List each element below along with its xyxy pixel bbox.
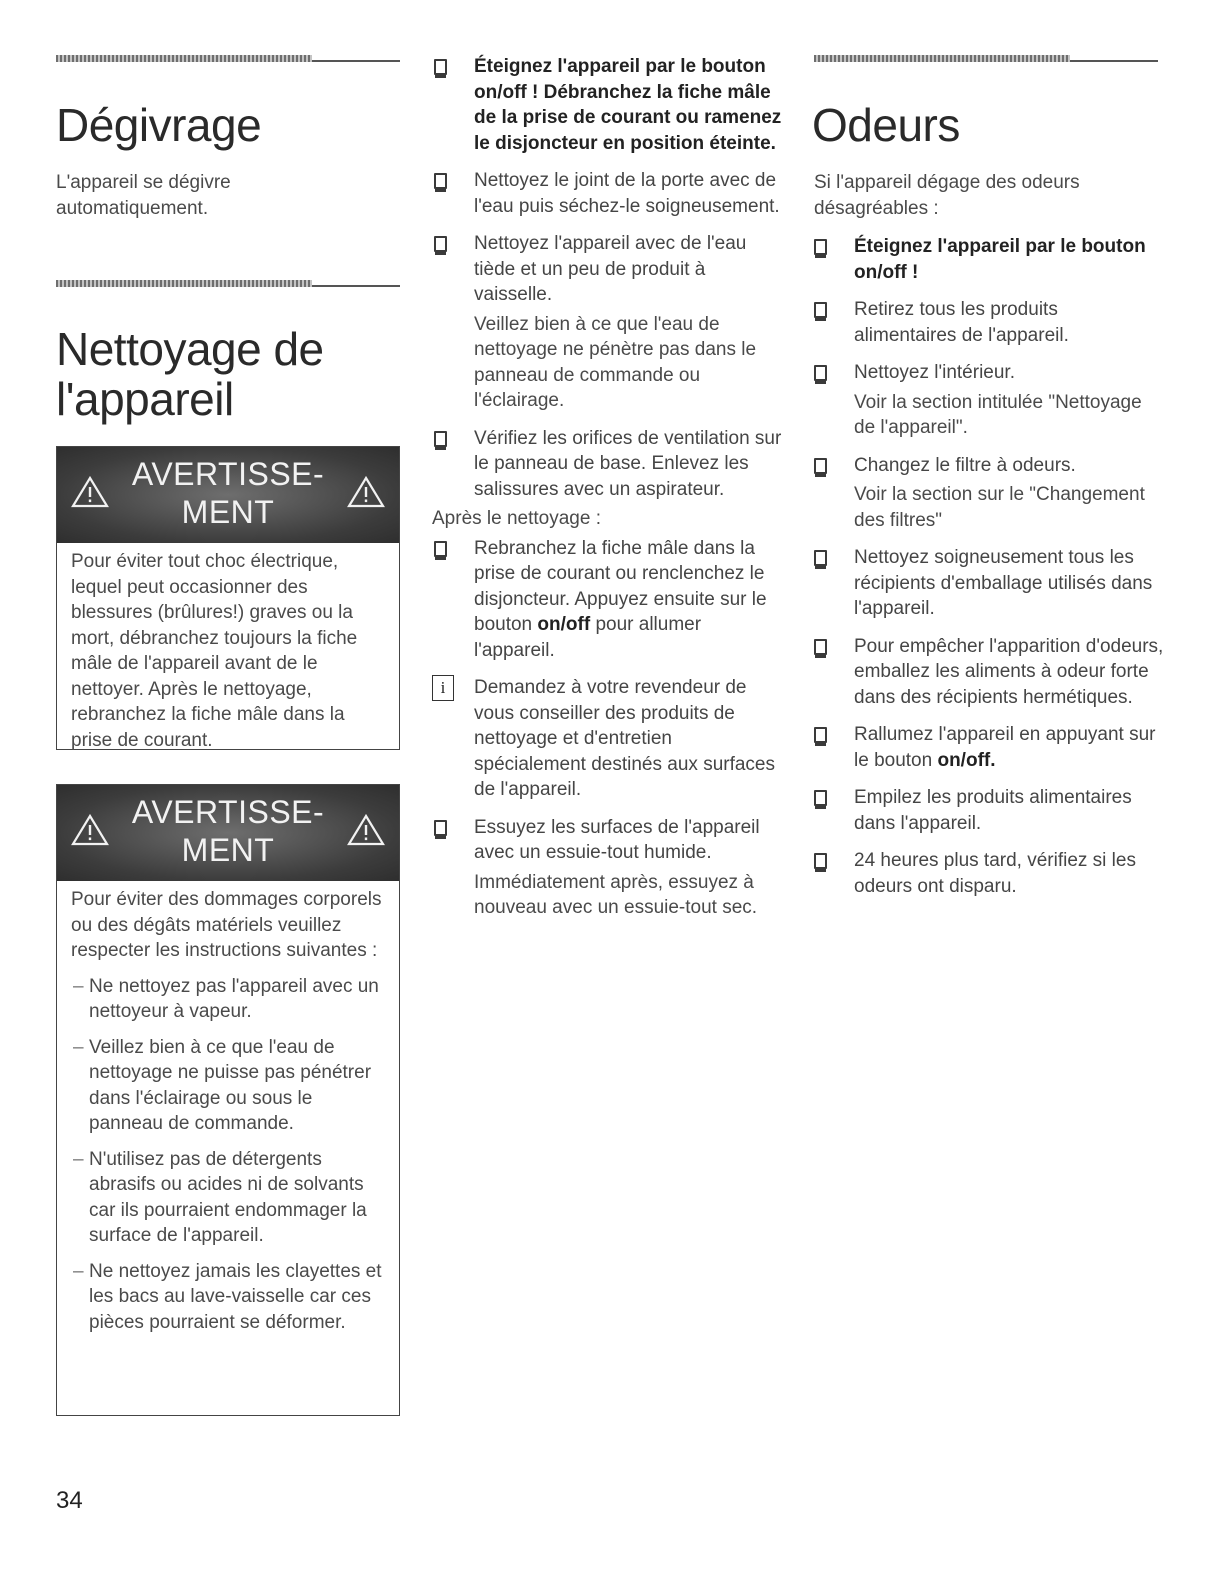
cleaning-step [432,815,782,866]
odor-step-text: Retirez tous les produits alimentaires de l'appareil. [854,299,1069,346]
warning-title-line1: AVERTISSE- [131,794,325,830]
cleaning-step [432,54,782,156]
warning-list-item: – N'utilisez pas de détergents abrasifs ou acides ni de solvants car ils pourraient endommager la surface de l'appareil. [71,1147,385,1249]
section-rule-nettoyage [56,285,400,287]
warning-body [57,881,399,1339]
info-note-text: Demandez à votre revendeur de vous conseiller des produits de nettoyage et d'entretien spécialement destinés aux surfaces de l'appareil. [474,677,775,800]
odor-steps-column [812,234,1164,911]
odor-step [812,722,1164,773]
info-icon: i [432,675,454,701]
odor-step-text: Pour empêcher l'apparition d'odeurs, emballez les aliments à odeur forte dans des récipients hermétiques. [854,635,1164,708]
warning-triangle-icon [71,813,109,847]
warning-title-line2: MENT [181,494,275,530]
warning-title [117,455,339,531]
cleaning-step-text: pour allumer l'appareil. [474,614,702,661]
warning-box-electric [56,446,400,750]
odor-step-text: Empilez les produits alimentaires dans l'appareil. [854,787,1132,834]
heading-degivrage: Dégivrage [56,99,262,151]
checkbox-icon [814,790,827,806]
cleaning-step-note: Immédiatement après, essuyez à nouveau avec un essuie-tout sec. [474,871,758,918]
checkbox-icon [434,820,447,836]
heading-nettoyage-line1: Nettoyage de [56,323,324,375]
section-rule-odeurs [814,60,1158,62]
degivrage-text: L'appareil se dégivre automatiquement. [56,172,231,219]
checkbox-icon [814,365,827,381]
after-cleaning-label: Après le nettoyage : [432,508,601,529]
checkbox-icon [814,239,827,255]
checkbox-icon [814,727,827,743]
cleaning-step-text: Essuyez les surfaces de l'appareil avec un essuie-tout humide. [474,816,760,863]
odor-step [812,234,1164,285]
warning-intro: Pour éviter des dommages corporels ou des dégâts matériels veuillez respecter les instructions suivantes : [71,889,382,961]
odor-step [812,360,1164,386]
odor-step-text: Changez le filtre à odeurs. [854,454,1076,476]
warning-title [117,793,339,869]
checkbox-icon [434,59,447,75]
warning-box-damage [56,784,400,1416]
odor-step-text: Éteignez l'appareil par le bouton on/off ! [854,236,1146,283]
checkbox-icon [814,550,827,566]
odor-step-note: Voir la section sur le "Changement des filtres" [854,484,1145,531]
checkbox-icon [814,639,827,655]
heading-odeurs: Odeurs [812,99,960,151]
odor-step [812,297,1164,348]
odor-step-text: Rallumez l'appareil en appuyant sur le bouton [854,724,1156,771]
warning-triangle-icon [347,813,385,847]
cleaning-step-text: Rebranchez la fiche mâle dans la prise de courant ou renclenchez le disjoncteur. Appuyez ensuite sur le bouton [474,537,767,635]
on-off-label: on/off [537,614,591,635]
checkbox-icon [434,541,447,557]
checkbox-icon [434,236,447,252]
warning-body: Pour éviter tout choc électrique, lequel peut occasionner des blessures (brûlures!) graves ou la mort, débranchez toujours la fiche mâle de l'appareil avant de le nettoyer. Après le nettoyage, rebranchez la fiche mâle dans la prise de courant. [71,551,358,751]
checkbox-icon [814,853,827,869]
checkbox-icon [434,431,447,447]
checkbox-icon [814,458,827,474]
heading-nettoyage-line2: l'appareil [56,373,234,425]
cleaning-steps-column [432,54,782,933]
odor-step [812,634,1164,711]
warning-title-line2: MENT [181,832,275,868]
page-number: 34 [56,1487,83,1514]
cleaning-step-text: Vérifiez les orifices de ventilation sur le panneau de base. Enlevez les salissures avec un aspirateur. [474,427,782,500]
odor-step [812,848,1164,899]
warning-triangle-icon [71,475,109,509]
odor-step-text: 24 heures plus tard, vérifiez si les odeurs ont disparu. [854,850,1136,897]
cleaning-step [432,536,782,664]
checkbox-icon [814,302,827,318]
odeurs-intro: Si l'appareil dégage des odeurs désagréables : [814,172,1080,219]
cleaning-step [432,426,782,503]
checkbox-icon [434,173,447,189]
odor-step [812,453,1164,479]
cleaning-step-text: Nettoyez l'appareil avec de l'eau tiède et un peu de produit à vaisselle. [474,233,747,305]
cleaning-step-text: Nettoyez le joint de la porte avec de l'eau puis séchez-le soigneusement. [474,170,780,217]
warning-header [57,785,399,881]
cleaning-step-note: Veillez bien à ce que l'eau de nettoyage ne pénètre pas dans le panneau de commande ou l'éclairage. [474,313,757,411]
warning-triangle-icon [347,475,385,509]
odor-step [812,545,1164,622]
cleaning-step-text: Éteignez l'appareil par le bouton on/off ! Débranchez la fiche mâle de la prise de courant ou ramenez le disjoncteur en position éteinte. [474,56,782,154]
warning-list-item: – Veillez bien à ce que l'eau de nettoyage ne puisse pas pénétrer dans l'éclairage ou sous le panneau de commande. [71,1035,385,1137]
warning-header [57,447,399,543]
section-rule-degivrage [56,60,400,62]
heading-nettoyage [56,324,324,424]
warning-list-item: – Ne nettoyez jamais les clayettes et les bacs au lave-vaisselle car ces pièces pourraient se déformer. [71,1259,385,1336]
odor-step [812,785,1164,836]
info-note [432,675,782,803]
odor-step-note: Voir la section intitulée "Nettoyage de l'appareil". [854,391,1142,438]
cleaning-step [432,231,782,308]
odor-step-text: Nettoyez l'intérieur. [854,362,1015,383]
warning-title-line1: AVERTISSE- [131,456,325,492]
cleaning-step [432,168,782,219]
warning-list-item: – Ne nettoyez pas l'appareil avec un nettoyeur à vapeur. [71,974,385,1025]
odor-step-text: Nettoyez soigneusement tous les récipients d'emballage utilisés dans l'appareil. [854,547,1153,619]
on-off-label: on/off. [937,749,996,771]
